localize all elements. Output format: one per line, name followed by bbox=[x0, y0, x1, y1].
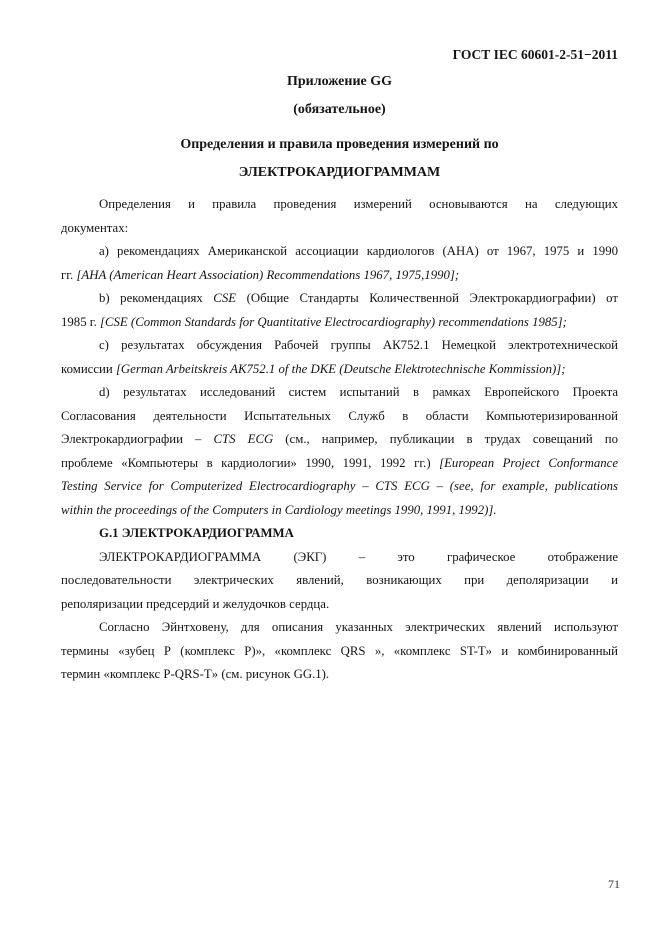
text-run: термины «зубец Р (комплекс Р)», «комплекс QRS », «комплекс ST-T» и комбинированный bbox=[61, 643, 618, 658]
text-line bbox=[61, 217, 618, 241]
text-line bbox=[61, 381, 618, 405]
annex-type: (обязательное) bbox=[293, 102, 386, 117]
text-run: (Общие Стандарты Количественной Электрокардиографии) от bbox=[236, 291, 618, 305]
text-run: Определения и правила проведения измерений основываются на следующих bbox=[99, 197, 618, 211]
text-line bbox=[61, 546, 618, 570]
title-block bbox=[61, 68, 618, 187]
text-run: d) результатах исследований систем испытаний в рамках Европейского Проекта bbox=[99, 385, 618, 399]
annex-title: Приложение GG bbox=[286, 74, 393, 89]
text-line bbox=[61, 452, 618, 476]
text-line bbox=[61, 522, 618, 546]
text-line bbox=[61, 499, 618, 523]
text-line bbox=[61, 358, 618, 382]
text-run: термин «комплекс P-QRS-T» (см. рисунок GG.1). bbox=[61, 667, 330, 681]
document-body bbox=[61, 193, 618, 687]
text-line bbox=[61, 663, 618, 687]
paragraph-intro bbox=[61, 193, 618, 240]
text-run: [AHA (American Heart Association) Recommendations 1967, 1975,1990]; bbox=[76, 267, 460, 282]
text-run: реполяризации предсердий и желудочков сердца. bbox=[61, 596, 330, 611]
text-run: within the proceedings of the Computers in Cardiology meetings 1990, 1991, 1992)]. bbox=[61, 502, 497, 517]
section-title-line-1: Определения и правила проведения измерений по bbox=[180, 137, 499, 152]
text-run: проблеме «Компьютеры в кардиологии» 1990, 1991, 1992 гг.) bbox=[61, 455, 440, 470]
text-run: Согласования деятельности Испытательных Служб в области Компьютеризированной bbox=[61, 408, 618, 423]
text-run: Согласно Эйнтховену, для описания указанных электрических явлений используют bbox=[99, 620, 618, 634]
text-run: [CSE (Common Standards for Quantitative Electrocardiography) recommendations 1985]; bbox=[100, 314, 567, 329]
text-line bbox=[61, 569, 618, 593]
list-item-b bbox=[61, 287, 618, 334]
text-run: b) рекомендациях bbox=[99, 291, 214, 305]
text-line bbox=[61, 616, 618, 640]
text-line bbox=[61, 640, 618, 664]
text-line bbox=[61, 475, 618, 499]
text-run: с) результатах обсуждения Рабочей группы АК752.1 Немецкой электротехнической bbox=[99, 338, 618, 352]
list-item-a bbox=[61, 240, 618, 287]
text-line bbox=[61, 193, 618, 217]
text-line bbox=[61, 311, 618, 335]
text-run: гг. bbox=[61, 267, 77, 282]
list-item-d bbox=[61, 381, 618, 522]
section-title-line-2: ЭЛЕКТРОКАРДИОГРАММАМ bbox=[238, 165, 441, 180]
text-run: CTS ECG bbox=[213, 432, 274, 446]
text-run: Электрокардиографии – bbox=[61, 432, 214, 446]
text-line bbox=[61, 240, 618, 264]
text-run: последовательности электрических явлений, возникающих при деполяризации и bbox=[61, 573, 618, 587]
paragraph-einthoven bbox=[61, 616, 618, 687]
text-run: G.1 ЭЛЕКТРОКАРДИОГРАММА bbox=[99, 526, 294, 540]
text-line bbox=[61, 405, 618, 429]
document-number-header: ГОСТ IEC 60601-2-51−2011 bbox=[452, 47, 618, 62]
text-line bbox=[61, 287, 618, 311]
paragraph-ecg-definition bbox=[61, 546, 618, 617]
text-run: CSE bbox=[213, 291, 237, 305]
text-run: Testing Service for Computerized Electrocardiography – CTS ECG – (see, for example, publications bbox=[61, 479, 618, 493]
text-run: [European Project Conformance bbox=[439, 455, 618, 470]
text-line bbox=[61, 264, 618, 288]
text-line bbox=[61, 334, 618, 358]
text-run: документах: bbox=[61, 220, 129, 235]
text-run: a) рекомендациях Американской ассоциации кардиологов (АНА) от 1967, 1975 и 1990 bbox=[99, 244, 618, 258]
heading-g1 bbox=[61, 522, 618, 546]
text-run: (см., например, публикации в трудах совещаний по bbox=[273, 432, 618, 446]
text-run: [German Arbeitskreis AK752.1 of the DKE (Deutsche Elektrotechnische Kommission)]; bbox=[115, 361, 566, 376]
text-run: комиссии bbox=[61, 361, 116, 376]
list-item-c bbox=[61, 334, 618, 381]
text-run: ЭЛЕКТРОКАРДИОГРАММА (ЭКГ) – это графическое отображение bbox=[99, 549, 618, 564]
text-line bbox=[61, 428, 618, 452]
text-run: 1985 г. bbox=[61, 314, 100, 329]
page-number: 71 bbox=[608, 877, 620, 891]
text-line bbox=[61, 593, 618, 617]
